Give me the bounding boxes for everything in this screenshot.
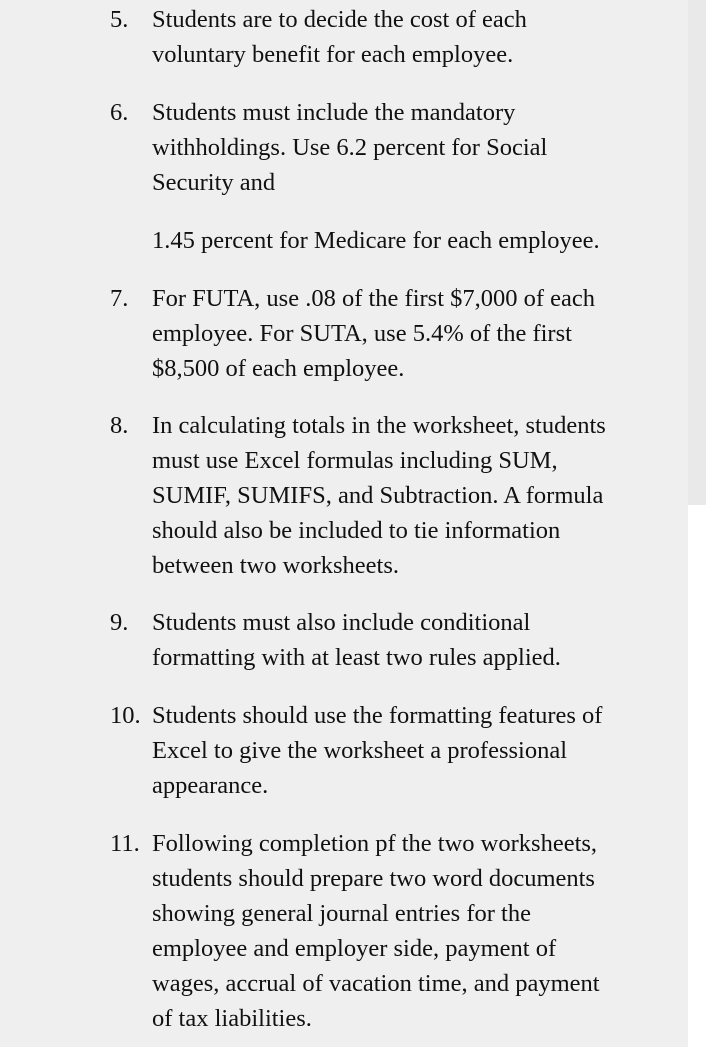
item-line: In calculating totals in the worksheet, students bbox=[152, 412, 606, 439]
item-number: 5. bbox=[110, 6, 129, 33]
item-line: formatting with at least two rules applied. bbox=[152, 644, 561, 671]
item-line: Following completion pf the two worksheets, bbox=[152, 830, 598, 857]
item-line: appearance. bbox=[152, 772, 269, 799]
item-text bbox=[152, 95, 677, 200]
item-line: wages, accrual of vacation time, and payment bbox=[152, 970, 600, 997]
item-number: 6. bbox=[110, 99, 129, 126]
item-line: withholdings. Use 6.2 percent for Social bbox=[152, 134, 548, 161]
item-number: 7. bbox=[110, 285, 129, 312]
item-line: employee. For SUTA, use 5.4% of the first bbox=[152, 320, 572, 347]
item-number: 9. bbox=[110, 609, 129, 636]
item-line: Excel to give the worksheet a professional bbox=[152, 737, 568, 764]
item-line: $8,500 of each employee. bbox=[152, 355, 405, 382]
item-line: must use Excel formulas including SUM, bbox=[152, 447, 558, 474]
item-text bbox=[152, 605, 677, 675]
item-text bbox=[152, 826, 677, 1036]
scrollbar-thumb[interactable] bbox=[688, 0, 706, 505]
item-line: Students are to decide the cost of each bbox=[152, 6, 527, 33]
item-text bbox=[152, 223, 677, 258]
item-text bbox=[152, 281, 677, 386]
item-text bbox=[152, 2, 677, 72]
item-line: Students must include the mandatory bbox=[152, 99, 516, 126]
item-line: showing general journal entries for the bbox=[152, 900, 531, 927]
item-line: voluntary benefit for each employee. bbox=[152, 41, 514, 68]
item-line: of tax liabilities. bbox=[152, 1005, 312, 1032]
item-number: 11. bbox=[110, 830, 140, 857]
item-line: should also be included to tie information bbox=[152, 517, 561, 544]
item-number: 8. bbox=[110, 412, 129, 439]
item-text bbox=[152, 408, 677, 583]
item-line: Students should use the formatting features of bbox=[152, 702, 603, 729]
item-text bbox=[152, 698, 677, 803]
item-line: Security and bbox=[152, 169, 276, 196]
item-line: Students must also include conditional bbox=[152, 609, 531, 636]
item-line: students should prepare two word documents bbox=[152, 865, 595, 892]
item-line: employee and employer side, payment of bbox=[152, 935, 557, 962]
item-line: between two worksheets. bbox=[152, 552, 399, 579]
item-line: For FUTA, use .08 of the first $7,000 of each bbox=[152, 285, 596, 312]
item-number: 10. bbox=[110, 702, 141, 729]
item-line: 1.45 percent for Medicare for each employee. bbox=[152, 227, 600, 254]
item-line: SUMIF, SUMIFS, and Subtraction. A formula bbox=[152, 482, 604, 509]
